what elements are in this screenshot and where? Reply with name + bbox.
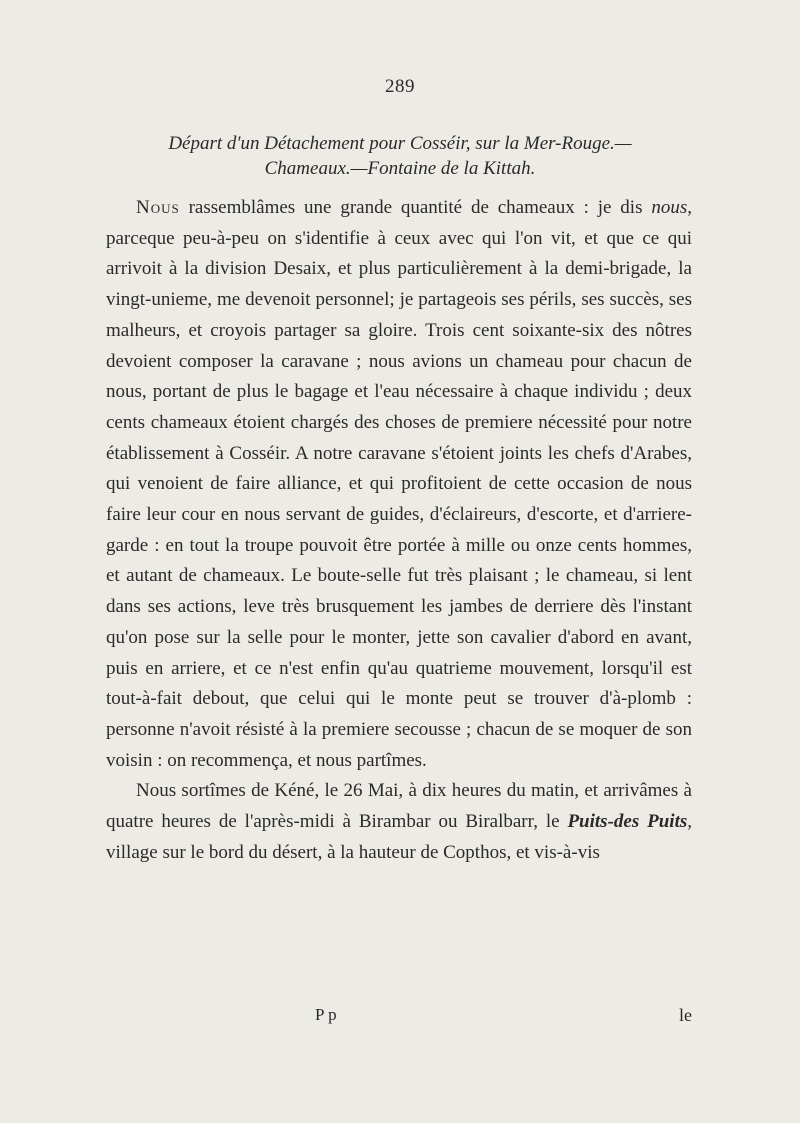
catchword: le [679, 1005, 692, 1025]
paragraph-text: Nous sortîmes de Kéné, le 26 Mai, à dix heures du matin, et arrivâmes à quatre heures de l'après-midi à Birambar ou Biralbarr, le [106, 780, 692, 833]
paragraph-italic-text: Puits-des Puits [567, 811, 688, 833]
paragraph-text: , parceque peu-à-peu on s'identifie à ceux avec qui l'on vit, et que ce qui arrivoit à la division Desaix, et plus particulièrement à la demi-brigade, la vingt-unieme, me devenoit personnel; je partageois ses périls, ses succès, ses malheurs, et croyois partager sa gloire. Trois cent soixante-six des nôtres devoient composer la caravane ; nous avions un chameau pour chacun de nous, portant de plus le bagage et l'eau nécessaire à chaque individu ; deux cents chameaux étoient chargés des choses de premiere nécessité pour notre établissement à Cosséir. A notre caravane s'étoient joints les chefs d'Arabes, qui venoient de faire alliance, et qui profitoient de cette occasion de nous faire leur cour en nous servant de guides, d'éclaireurs, d'escorte, et d'arriere-garde : en tout la troupe pouvoit être portée à mille ou onze cents hommes, et autant de chameaux. Le boute-selle fut très plaisant ; le chameau, si lent dans ses actions, leve très brusquement les jambes de derriere dès l'instant qu'on pose sur la selle pour le monter, jette son cavalier d'abord en avant, puis en arriere, et ce n'est enfin qu'au quatrieme mouvement, lorsqu'il est tout-à-fait debout, que celui qui le monte peut se trouver d'à-plomb : personne n'avoit résisté à la premiere secousse ; chacun de se moquer de son voisin : on recommença, et nous partîmes. [106, 197, 692, 771]
heading-line-1: Départ d'un Détachement pour Cosséir, sur la Mer-Rouge.— [168, 133, 632, 154]
page-number: 289 [385, 76, 415, 97]
paragraph-first-word: Nous [136, 197, 180, 218]
paragraph-text: rassemblâmes une grande quantité de chameaux : je dis [179, 197, 652, 218]
paragraph-italic-text: nous [651, 197, 688, 218]
chapter-heading [100, 131, 700, 181]
paragraph-2 [106, 776, 692, 868]
body-text [106, 193, 692, 868]
signature-mark: P p [315, 1005, 337, 1024]
page-footer [106, 1005, 692, 1029]
paragraph-1 [106, 193, 692, 776]
heading-line-2: Chameaux.—Fontaine de la Kittah. [264, 158, 536, 179]
paragraph-text: , village sur le bord du désert, à la hauteur de Copthos, et vis-à-vis [106, 811, 692, 863]
